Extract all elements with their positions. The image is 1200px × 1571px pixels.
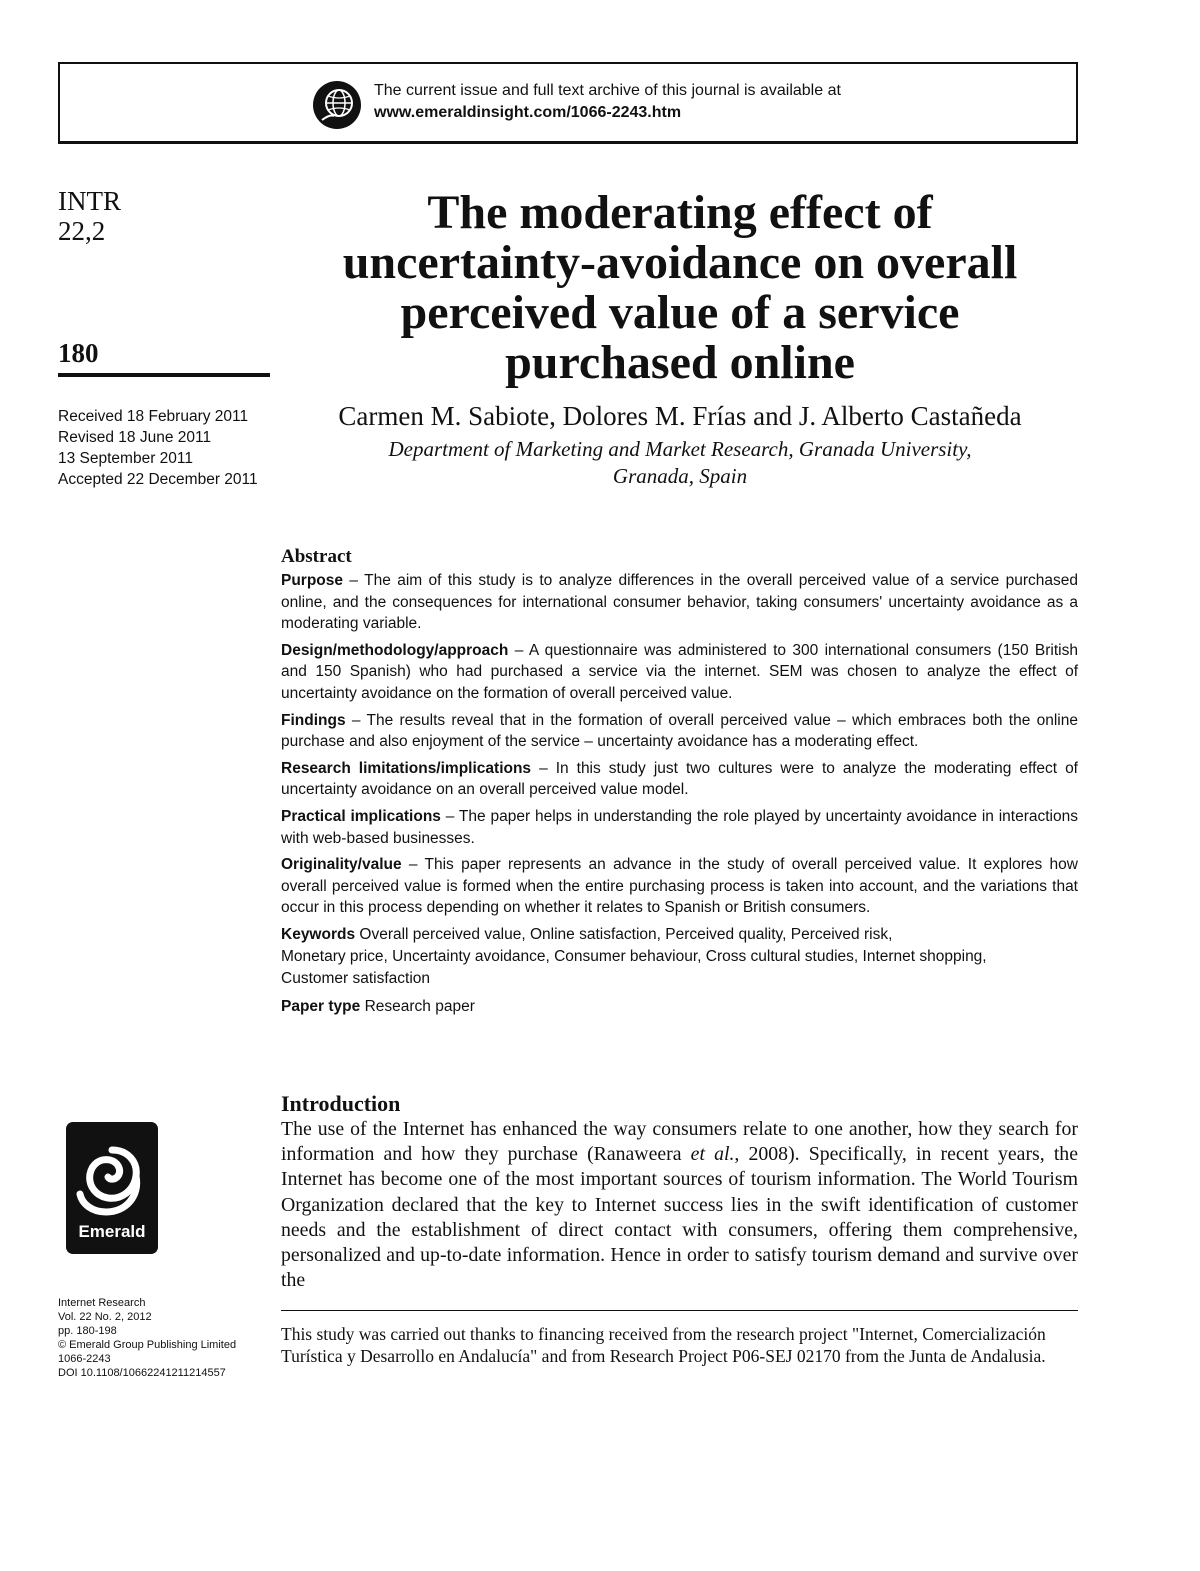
paper-type-label: Paper type	[281, 997, 361, 1015]
abstract-purpose	[281, 570, 1078, 635]
paper-type-text: Research paper	[360, 997, 475, 1015]
received-date: Received 18 February 2011	[58, 408, 249, 425]
affiliation-line: Department of Marketing and Market Research, Granada University,	[388, 437, 972, 461]
design-label: Design/methodology/approach	[281, 641, 509, 659]
intro-text: The use of the Internet has enhanced the way consumers relate to one another, how they search for information and how they purchase (Ranaweera	[281, 1118, 1078, 1166]
issn: 1066-2243	[58, 1353, 111, 1365]
footnote-divider	[281, 1310, 1078, 1311]
submission-dates	[58, 406, 258, 490]
journal-availability-box	[58, 62, 1078, 144]
authors: Carmen M. Sabiote, Dolores M. Frías and J. Alberto Castañeda	[338, 401, 1022, 431]
keywords-line	[281, 924, 1078, 946]
availability-text: The current issue and full text archive of this journal is available at	[374, 82, 841, 99]
limitations-label: Research limitations/implications	[281, 759, 532, 777]
affiliation-line: Granada, Spain	[612, 464, 748, 488]
purpose-label: Purpose	[281, 572, 344, 589]
volume-issue: 22,2	[58, 216, 106, 246]
title-line: perceived value of a service	[400, 286, 960, 339]
emerald-logo-word: Emerald	[78, 1222, 146, 1241]
findings-text: – The results reveal that in the formation of overall perceived value – which embraces both the online purchase and also enjoyment of the service – uncertainty avoidance has a moderating effect.	[281, 711, 1078, 751]
purpose-text: – The aim of this study is to analyze differences in the overall perceived value of a service purchased online, and the consequences for international consumer behavior, taking consumers' uncertainty avoidance as a moderating variable.	[281, 572, 1078, 633]
page-number: 180	[58, 338, 99, 368]
copyright: © Emerald Group Publishing Limited	[58, 1339, 237, 1351]
intro-text: , 2008). Specifically, in recent years, the Internet has become one of the most important sources of tourism information. The World Tourism Organization declared that the key to Internet success lies in the swift identification of customer needs and the establishment of direct contact with consumers, offering them comprehensive, personalized and up-to-date information. Hence in order to satisfy tourism demand and survive over the	[281, 1143, 1078, 1292]
page-number-rule	[58, 373, 270, 377]
abstract-originality	[281, 854, 1078, 919]
originality-text: – This paper represents an advance in the study of overall perceived value. It explores how overall perceived value is formed when the entire purchasing process is taken into account, and the variations that occur in this process depending on whether it relates to Spanish or British consumers.	[281, 856, 1078, 917]
title-line: The moderating effect of	[427, 186, 933, 239]
doi: DOI 10.1108/10662241211214557	[58, 1367, 226, 1379]
design-text: – A questionnaire was administered to 300 international consumers (150 British and 150 Spanish) who had purchased a service via the internet. SEM was chosen to analyze the effect of uncertainty avoidance on the formation of overall perceived value.	[281, 641, 1078, 702]
abstract-design	[281, 640, 1078, 705]
keywords	[281, 924, 1078, 990]
keywords-line: Monetary price, Uncertainty avoidance, Consumer behaviour, Cross cultural studies, Internet shopping,	[281, 947, 987, 965]
article-title	[270, 188, 1090, 388]
introduction-heading: Introduction	[281, 1091, 401, 1116]
abstract-findings	[281, 710, 1078, 753]
journal-code: INTR	[58, 186, 121, 216]
abstract-limitations	[281, 758, 1078, 801]
availability-text-block	[374, 80, 841, 124]
revised-date: Revised 18 June 2011	[58, 429, 212, 446]
keywords-text: Overall perceived value, Online satisfaction, Perceived quality, Perceived risk,	[355, 925, 893, 943]
affiliation	[270, 436, 1090, 490]
citation-etal: et al.	[690, 1143, 735, 1166]
journal-volume: Vol. 22 No. 2, 2012	[58, 1311, 152, 1323]
findings-label: Findings	[281, 711, 346, 729]
revised-date-2: 13 September 2011	[58, 450, 194, 467]
emerald-spiral-icon	[66, 1122, 158, 1222]
accepted-date: Accepted 22 December 2011	[58, 471, 258, 488]
abstract-section	[281, 544, 1078, 1018]
originality-label: Originality/value	[281, 856, 402, 874]
practical-label: Practical implications	[281, 807, 441, 825]
keywords-label: Keywords	[281, 925, 356, 943]
introduction-section	[281, 1091, 1078, 1293]
keywords-line: Customer satisfaction	[281, 969, 431, 987]
funding-footnote: This study was carried out thanks to financing received from the research project "Internet, Comercialización Turística y Desarrollo en Andalucía" and from Research Project P06-SEJ 02170 from the Junta de Andalusia.	[281, 1324, 1046, 1366]
title-line: purchased online	[505, 336, 855, 389]
abstract-heading: Abstract	[281, 546, 352, 567]
emerald-logo	[66, 1122, 158, 1254]
journal-name: Internet Research	[58, 1297, 146, 1309]
paper-type	[281, 996, 1078, 1018]
title-line: uncertainty-avoidance on overall	[342, 236, 1018, 289]
journal-pages: pp. 180-198	[58, 1325, 117, 1337]
limitations-text: – In this study just two cultures were to analyze the moderating effect of uncertainty avoidance on an overall perceived value model.	[281, 759, 1078, 799]
practical-text: – The paper helps in understanding the role played by uncertainty avoidance in interactions with web-based businesses.	[281, 807, 1078, 847]
publication-info	[58, 1296, 236, 1380]
abstract-practical	[281, 806, 1078, 849]
globe-icon	[312, 80, 362, 130]
introduction-paragraph	[281, 1117, 1078, 1293]
journal-url-link[interactable]: www.emeraldinsight.com/1066-2243.htm	[374, 104, 682, 121]
journal-code-block	[58, 186, 121, 246]
